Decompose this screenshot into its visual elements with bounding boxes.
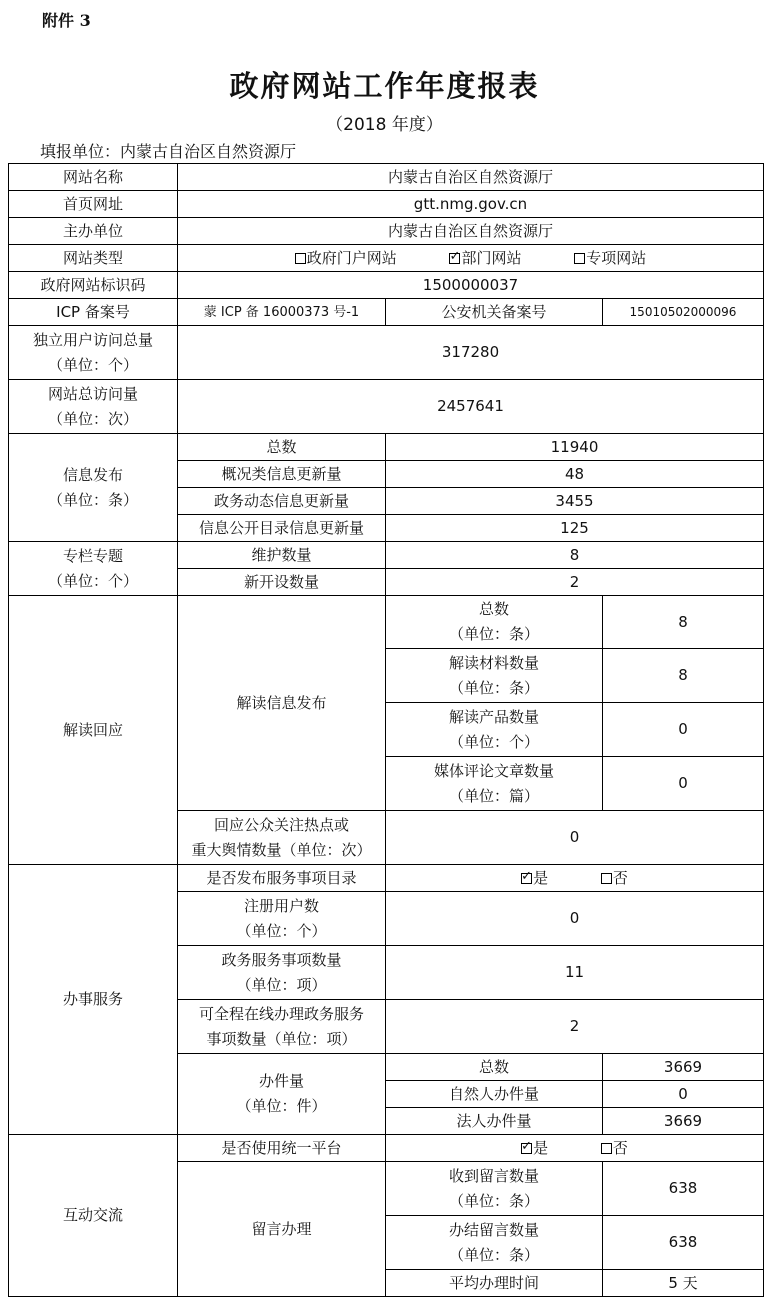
registered-users-value: 0: [386, 892, 764, 946]
site-id-label: 政府网站标识码: [9, 272, 178, 299]
info-publish-label: 信息发布 （单位：条）: [9, 434, 178, 542]
checkbox-icon: [601, 1143, 612, 1154]
sponsor-label: 主办单位: [9, 218, 178, 245]
column-maintain-label: 维护数量: [178, 542, 386, 569]
online-items-label: 可全程在线办理政务服务 事项数量（单位：项）: [178, 1000, 386, 1054]
respond-hotspot-label: 回应公众关注热点或 重大舆情数量（单位：次）: [178, 811, 386, 865]
info-open-value: 125: [386, 515, 764, 542]
sponsor-value: 内蒙古自治区自然资源厅: [178, 218, 764, 245]
checkbox-icon: [295, 253, 306, 264]
info-overview-value: 48: [386, 461, 764, 488]
icp-label: ICP 备案号: [9, 299, 178, 326]
respond-hotspot-value: 0: [386, 811, 764, 865]
checked-checkbox-icon: [449, 253, 460, 264]
filling-unit-value: 内蒙古自治区自然资源厅: [120, 142, 297, 161]
info-total-label: 总数: [178, 434, 386, 461]
table-row: [9, 434, 764, 461]
info-news-label: 政务动态信息更新量: [178, 488, 386, 515]
service-items-value: 11: [386, 946, 764, 1000]
interpret-material-value: 8: [603, 649, 764, 703]
info-total-value: 11940: [386, 434, 764, 461]
table-row: [9, 326, 764, 380]
interpret-material-label: 解读材料数量 （单位：条）: [386, 649, 603, 703]
cases-person-label: 自然人办件量: [386, 1081, 603, 1108]
filling-unit: [40, 139, 296, 162]
online-items-value: 2: [386, 1000, 764, 1054]
homepage-url-label: 首页网址: [9, 191, 178, 218]
cases-legal-value: 3669: [603, 1108, 764, 1135]
filling-unit-label: 填报单位：: [40, 142, 121, 161]
site-type-label: 网站类型: [9, 245, 178, 272]
unified-platform-no[interactable]: 否: [601, 1136, 628, 1161]
site-name-value: 内蒙古自治区自然资源厅: [178, 164, 764, 191]
report-table: [8, 163, 764, 1297]
total-visits-label: 网站总访问量 （单位：次）: [9, 380, 178, 434]
total-visits-value: 2457641: [178, 380, 764, 434]
cases-label: 办件量 （单位：件）: [178, 1054, 386, 1135]
table-row: [9, 218, 764, 245]
unified-platform-options: [386, 1135, 764, 1162]
interpret-media-value: 0: [603, 757, 764, 811]
unified-platform-label: 是否使用统一平台: [178, 1135, 386, 1162]
messages-done-value: 638: [603, 1216, 764, 1270]
homepage-url-value: gtt.nmg.gov.cn: [178, 191, 764, 218]
interact-label: 互动交流: [9, 1135, 178, 1297]
cases-person-value: 0: [603, 1081, 764, 1108]
police-record-label: 公安机关备案号: [386, 299, 603, 326]
interpret-publish-label: 解读信息发布: [178, 596, 386, 811]
service-catalog-yes[interactable]: ✓ 是: [521, 866, 548, 891]
column-maintain-value: 8: [386, 542, 764, 569]
checked-checkbox-icon: [521, 1143, 532, 1154]
messages-done-label: 办结留言数量 （单位：条）: [386, 1216, 603, 1270]
checkbox-icon: [574, 253, 585, 264]
avg-handling-time-label: 平均办理时间: [386, 1270, 603, 1297]
report-year: （2018 年度）: [326, 115, 443, 135]
site-id-value: 1500000037: [178, 272, 764, 299]
unique-visitors-label: 独立用户访问总量 （单位：个）: [9, 326, 178, 380]
column-new-label: 新开设数量: [178, 569, 386, 596]
site-type-portal[interactable]: 政府门户网站: [295, 246, 397, 271]
info-overview-label: 概况类信息更新量: [178, 461, 386, 488]
interpret-product-value: 0: [603, 703, 764, 757]
message-handling-label: 留言办理: [178, 1162, 386, 1297]
info-open-label: 信息公开目录信息更新量: [178, 515, 386, 542]
cases-total-value: 3669: [603, 1054, 764, 1081]
police-record-value: 15010502000096: [603, 299, 764, 326]
service-items-label: 政务服务事项数量 （单位：项）: [178, 946, 386, 1000]
icp-value: 蒙 ICP 备 16000373 号-1: [178, 299, 386, 326]
messages-received-value: 638: [603, 1162, 764, 1216]
table-row: [9, 865, 764, 892]
column-new-value: 2: [386, 569, 764, 596]
page-title: 政府网站工作年度报表: [229, 69, 540, 103]
interpret-total-value: 8: [603, 596, 764, 649]
checkbox-icon: [601, 873, 612, 884]
service-catalog-options: [386, 865, 764, 892]
table-row: [9, 272, 764, 299]
site-name-label: 网站名称: [9, 164, 178, 191]
attachment-label: 附件 3: [42, 11, 91, 30]
interpret-total-label: 总数 （单位：条）: [386, 596, 603, 649]
table-row: [9, 191, 764, 218]
table-row: [9, 596, 764, 649]
table-row: [9, 299, 764, 326]
site-type-options: [178, 245, 764, 272]
checked-checkbox-icon: [521, 873, 532, 884]
service-catalog-label: 是否发布服务事项目录: [178, 865, 386, 892]
interpret-product-label: 解读产品数量 （单位：个）: [386, 703, 603, 757]
site-type-department[interactable]: ✓ 部门网站: [449, 246, 521, 271]
table-row: [9, 245, 764, 272]
service-catalog-no[interactable]: 否: [601, 866, 628, 891]
messages-received-label: 收到留言数量 （单位：条）: [386, 1162, 603, 1216]
table-row: [9, 542, 764, 569]
table-row: [9, 380, 764, 434]
avg-handling-time-value: 5 天: [603, 1270, 764, 1297]
interpret-response-label: 解读回应: [9, 596, 178, 865]
info-news-value: 3455: [386, 488, 764, 515]
unified-platform-yes[interactable]: ✓ 是: [521, 1136, 548, 1161]
unique-visitors-value: 317280: [178, 326, 764, 380]
special-column-label: 专栏专题 （单位：个）: [9, 542, 178, 596]
site-type-special[interactable]: 专项网站: [574, 246, 646, 271]
table-row: [9, 1135, 764, 1162]
cases-total-label: 总数: [386, 1054, 603, 1081]
service-label: 办事服务: [9, 865, 178, 1135]
interpret-media-label: 媒体评论文章数量 （单位：篇）: [386, 757, 603, 811]
registered-users-label: 注册用户数 （单位：个）: [178, 892, 386, 946]
table-row: [9, 164, 764, 191]
cases-legal-label: 法人办件量: [386, 1108, 603, 1135]
